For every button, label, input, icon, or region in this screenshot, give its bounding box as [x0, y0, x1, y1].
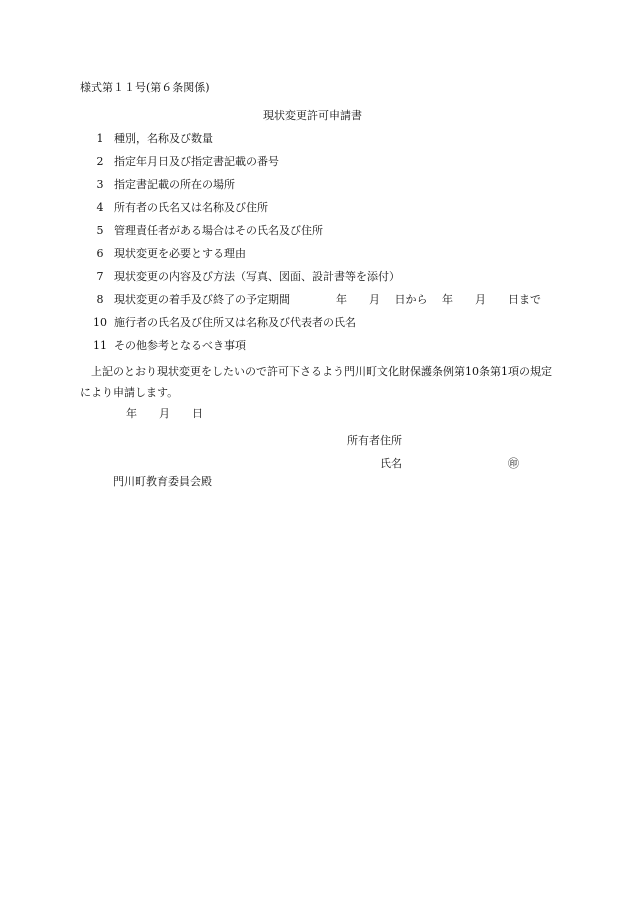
- item-number: 5: [96, 224, 104, 237]
- application-date: 年 月 日: [126, 407, 203, 420]
- item-number: 2: [96, 155, 104, 168]
- application-items-list: [86, 131, 566, 361]
- seal-icon: ㊞: [508, 457, 519, 470]
- list-item: [86, 200, 566, 223]
- document-title: 現状変更許可申請書: [263, 109, 362, 122]
- item-text: 指定年月日及び指定書記載の番号: [114, 155, 279, 168]
- list-item: [86, 338, 566, 361]
- item-number: 6: [96, 247, 104, 260]
- form-number: 様式第１１号(第６条関係): [80, 81, 210, 94]
- list-item: [86, 315, 566, 338]
- item-number: 8: [96, 293, 104, 306]
- item-number: 4: [96, 201, 104, 214]
- list-item: [86, 223, 566, 246]
- application-statement: 上記のとおり現状変更をしたいので許可下さるよう門川町文化財保護条例第10条第1項の規定により申請します。: [80, 365, 552, 399]
- item-text: 現状変更を必要とする理由: [114, 247, 246, 260]
- period-date-fill: 年 月 日から 年 月 日まで: [336, 293, 541, 306]
- item-text: 所有者の氏名又は名称及び住所: [114, 201, 268, 214]
- item-number: 1: [96, 132, 104, 145]
- item-text: 管理責任者がある場合はその氏名及び住所: [114, 224, 323, 237]
- item-number: 7: [96, 270, 104, 283]
- item-text: 施行者の氏名及び住所又は名称及び代表者の氏名: [114, 316, 356, 329]
- list-item: [86, 177, 566, 200]
- addressee: 門川町教育委員会殿: [113, 475, 212, 488]
- item-text: 現状変更の着手及び終了の予定期間: [114, 293, 290, 306]
- list-item: [86, 246, 566, 269]
- owner-name-label: 氏名: [380, 457, 402, 470]
- list-item: [86, 292, 566, 315]
- owner-address-label: 所有者住所: [347, 434, 402, 447]
- item-number: 10: [93, 316, 107, 329]
- list-item: [86, 131, 566, 154]
- list-item: [86, 154, 566, 177]
- item-text: 現状変更の内容及び方法（写真、図面、設計書等を添付）: [114, 270, 400, 283]
- item-text: その他参考となるべき事項: [114, 339, 246, 352]
- list-item: [86, 269, 566, 292]
- item-text: 種別，名称及び数量: [114, 132, 213, 145]
- item-number: 11: [93, 339, 107, 352]
- item-text: 指定書記載の所在の場所: [114, 178, 235, 191]
- item-number: 3: [96, 178, 104, 191]
